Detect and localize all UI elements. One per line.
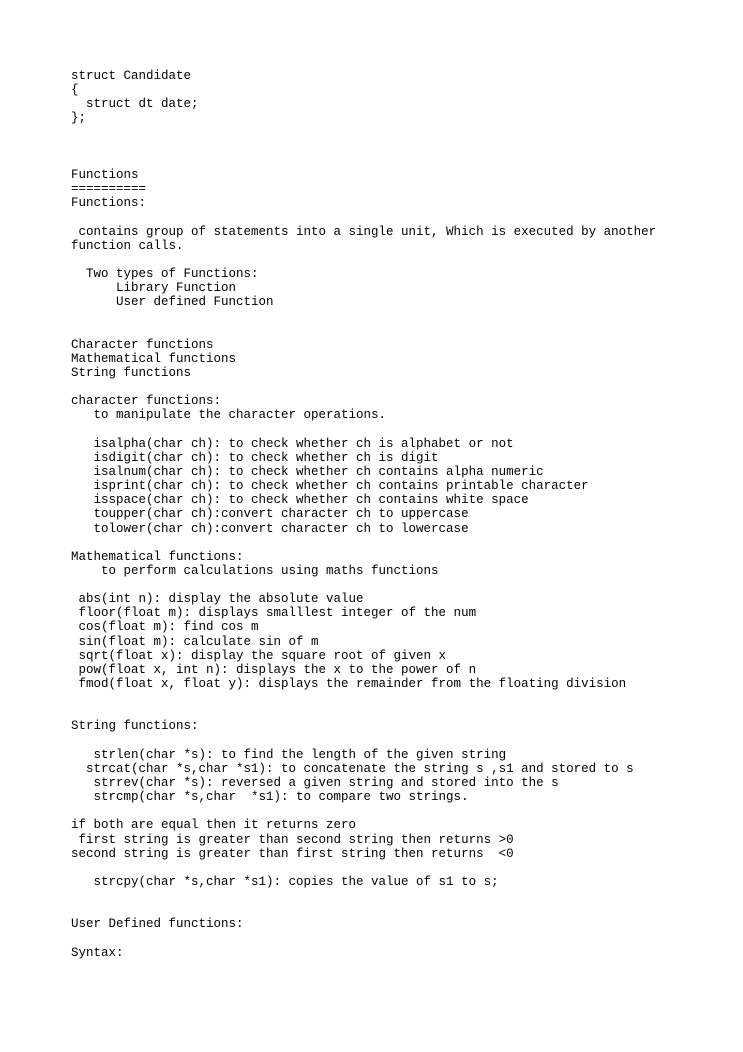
heading-syntax: Syntax: — [71, 945, 124, 960]
heading-functions: Functions: — [71, 196, 147, 211]
function-abs: abs(int n): display the absolute value — [71, 592, 364, 607]
code-line-struct-header: struct Candidate — [71, 69, 192, 83]
blank-line — [71, 691, 731, 705]
function-isalnum: isalnum(char ch): to check whether ch contains alpha numeric — [71, 464, 544, 479]
function-floor: floor(float m): displays smalllest integer of the num — [71, 606, 477, 621]
blank-line — [71, 804, 731, 818]
code-line-close-brace: }; — [71, 111, 87, 126]
blank-line — [71, 380, 731, 394]
heading-character-functions: character functions: — [71, 394, 222, 409]
blank-line — [71, 536, 731, 550]
blank-line — [71, 423, 731, 437]
blank-line — [71, 126, 731, 140]
strcmp-result-greater: first string is greater than second string then returns >0 — [71, 832, 514, 847]
blank-line — [71, 253, 731, 267]
heading-mathematical-functions: Mathematical functions: — [71, 549, 244, 564]
function-sin: sin(float m): calculate sin of m — [71, 634, 319, 649]
strcmp-result-less: second string is greater than first string then returns <0 — [71, 846, 514, 861]
code-line-open-brace: { — [71, 83, 79, 98]
heading-user-defined-functions: User Defined functions: — [71, 917, 244, 932]
function-strcat: strcat(char *s,char *s1): to concatenate the string s ,s1 and stored to s — [71, 761, 634, 776]
function-type-user-defined: User defined Function — [71, 295, 274, 310]
document-page — [71, 69, 731, 960]
functions-definition-line-1: contains group of statements into a single unit, Which is executed by another — [71, 224, 657, 239]
function-type-library: Library Function — [71, 281, 237, 296]
blank-line — [71, 903, 731, 917]
character-functions-description: to manipulate the character operations. — [71, 408, 387, 423]
function-isdigit: isdigit(char ch): to check whether ch is digit — [71, 450, 439, 465]
strcmp-result-equal: if both are equal then it returns zero — [71, 818, 357, 833]
function-tolower: tolower(char ch):convert character ch to lowercase — [71, 521, 469, 536]
blank-line — [71, 734, 731, 748]
blank-line — [71, 578, 731, 592]
mathematical-functions-description: to perform calculations using maths functions — [71, 563, 439, 578]
category-string: String functions — [71, 365, 192, 380]
function-isprint: isprint(char ch): to check whether ch contains printable character — [71, 479, 589, 494]
function-strrev: strrev(char *s): reversed a given string and stored into the s — [71, 776, 559, 791]
function-cos: cos(float m): find cos m — [71, 620, 259, 635]
code-line-struct-member: struct dt date; — [71, 97, 199, 112]
blank-line — [71, 309, 731, 323]
heading-string-functions: String functions: — [71, 719, 199, 734]
blank-line — [71, 154, 731, 168]
blank-line — [71, 889, 731, 903]
blank-line — [71, 140, 731, 154]
function-isalpha: isalpha(char ch): to check whether ch is alphabet or not — [71, 436, 514, 451]
function-strcmp: strcmp(char *s,char *s1): to compare two strings. — [71, 790, 469, 805]
functions-definition-line-2: function calls. — [71, 238, 184, 253]
function-sqrt: sqrt(float x): display the square root of given x — [71, 648, 447, 663]
blank-line — [71, 861, 731, 875]
function-strlen: strlen(char *s): to find the length of the given string — [71, 747, 507, 762]
function-toupper: toupper(char ch):convert character ch to uppercase — [71, 507, 469, 522]
function-strcpy: strcpy(char *s,char *s1): copies the value of s1 to s; — [71, 875, 499, 890]
blank-line — [71, 932, 731, 946]
category-mathematical: Mathematical functions — [71, 351, 237, 366]
function-pow: pow(float x, int n): displays the x to the power of n — [71, 662, 477, 677]
function-isspace: isspace(char ch): to check whether ch contains white space — [71, 493, 529, 508]
category-character: Character functions — [71, 337, 214, 352]
function-fmod: fmod(float x, float y): displays the remainder from the floating division — [71, 677, 627, 692]
blank-line — [71, 705, 731, 719]
blank-line — [71, 210, 731, 224]
function-types-heading: Two types of Functions: — [71, 266, 259, 281]
section-underline: ========== — [71, 182, 147, 197]
section-title-functions: Functions — [71, 167, 139, 182]
blank-line — [71, 324, 731, 338]
